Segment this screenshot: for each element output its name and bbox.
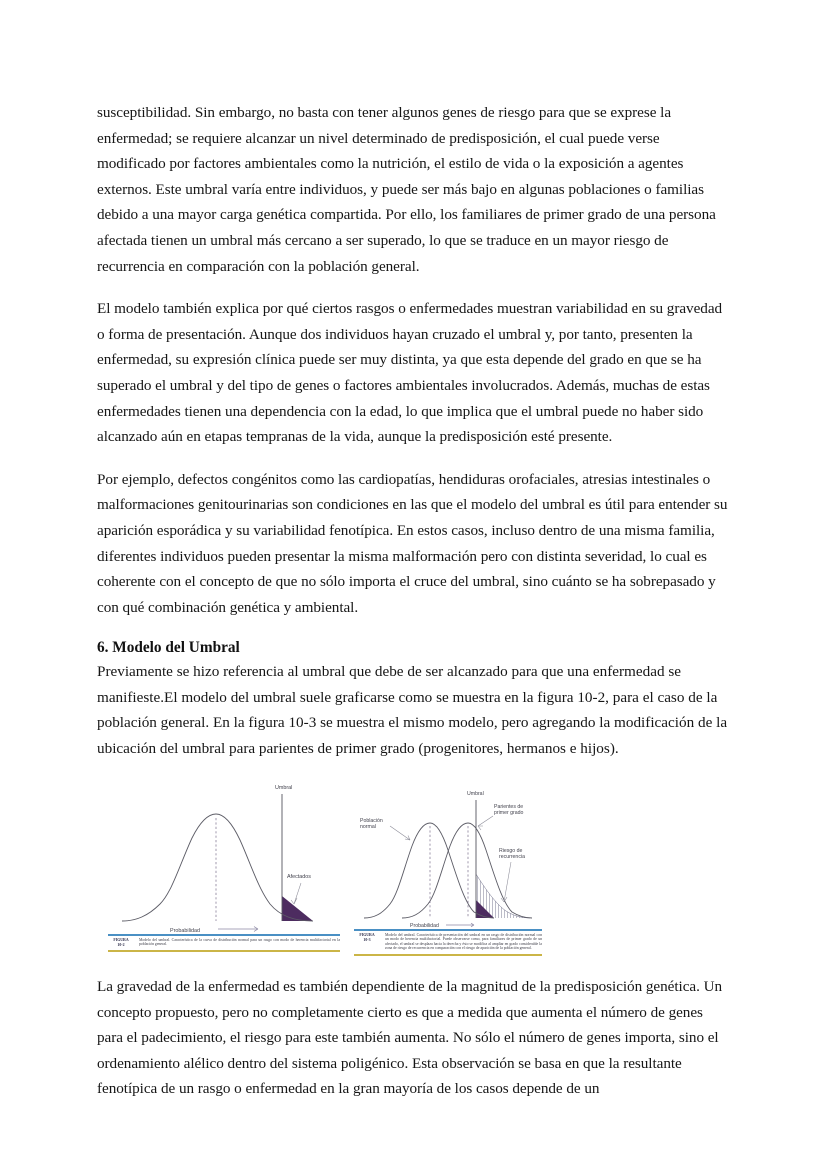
- caption-rule-bottom: [108, 950, 340, 952]
- affected-region-fill: [282, 896, 313, 921]
- closing-paragraph: La gravedad de la enfermedad es también dependiente de la magnitud de la predisposición genética. Un concepto propuesto, pero no completamente cierto es que a medida que aumenta el número de genes para el padecimiento, el riesgo para este también aumenta. No sólo el número de genes importa, sino el ordenamiento alélico dentro del sistema poligénico. Esta observación se basa en que la resultante fenotípica de un rasgo o enfermedad en la gran mayoría de los casos depende de un: [97, 978, 723, 1098]
- affected-label: Afectados: [287, 873, 311, 880]
- caption-tag-word: FIGURA: [113, 938, 129, 943]
- normal-population-label: Población normal: [360, 817, 383, 830]
- first-degree-relatives-leader-line: [478, 816, 493, 826]
- section-body-paragraph: Previamente se hizo referencia al umbral que debe de ser alcanzado para que una enfermedad se manifieste.El modelo del umbral suele graficarse como se muestra en la figura 10-2, para el caso de la población general. En la figura 10-3 se muestra el mismo modelo, pero agregando la modificación de la ubicación del umbral para parientes de primer grado (progenitores, hermanos e hijos).: [97, 663, 728, 758]
- caption-tag-number: 10-3: [363, 937, 371, 942]
- caption-tag: [354, 933, 380, 943]
- axis-label: Probabilidad: [410, 922, 439, 929]
- figure-10-3-canvas: [354, 778, 542, 928]
- first-degree-relatives-arrowhead: [478, 826, 483, 830]
- first-degree-relatives-curve: [402, 823, 532, 918]
- threshold-label: Umbral: [275, 784, 293, 791]
- figure-10-3: [354, 778, 542, 956]
- caption-rule-bottom: [354, 954, 542, 956]
- section-heading: 6. Modelo del Umbral: [97, 639, 240, 657]
- figure-10-2-caption: [108, 936, 340, 949]
- caption-tag-word: FIGURA: [359, 933, 375, 938]
- first-degree-relatives-label: Parientes de primer grado: [494, 803, 524, 816]
- figure-10-3-caption: [354, 931, 542, 952]
- normal-population-curve: [364, 823, 494, 918]
- paragraph-1: susceptibilidad. Sin embargo, no basta con tener algunos genes de riesgo para que se exprese la enfermedad; se requiere alcanzar un nivel determinado de predisposición, el cual puede verse modificado por factores ambientales como la nutrición, el estilo de vida o la exposición a agentes externos. Este umbral varía entre individuos, y puede ser más bajo en algunas poblaciones o familias debido a una mayor carga genética compartida. Por ello, los familiares de primer grado de una persona afectada tienen un umbral más cercano a ser superado, lo que se traduce en un mayor riesgo de recurrencia en comparación con la población general.: [97, 104, 716, 275]
- normal-population-leader-line: [390, 826, 410, 840]
- figure-10-2: [108, 778, 340, 953]
- figures-row: [97, 778, 731, 956]
- threshold-label: Umbral: [467, 790, 484, 797]
- caption-text: Modelo del umbral. Característica de presentación del umbral en un rasgo de distribución normal con un modo de herencia multifactorial. Puede observarse como, para familiares de primer grado de un afectado, el umbral se desplaza hacia la derecha y ésto se modifica al ampliar en grado considerable la zona de riesgo de recurrencia en comparación con el riesgo de aparición de la población general.: [385, 932, 542, 951]
- paragraph-3: Por ejemplo, defectos congénitos como las cardiopatías, hendiduras orofaciales, atresias intestinales o malformaciones genitourinarias son condiciones en las que el modelo del umbral es útil para entender su aparición esporádica y su variabilidad fenotípica. En estos casos, incluso dentro de una misma familia, diferentes individuos pueden presentar la misma malformación pero con distinta severidad, lo cual es coherente con el concepto de que no sólo importa el cruce del umbral, sino cuánto se ha sobrepasado y con qué combinación genética y ambiental.: [97, 470, 728, 616]
- recurrence-risk-label: Riesgo de recurrencia: [499, 847, 525, 860]
- caption-tag: [108, 938, 134, 948]
- paragraph-2: El modelo también explica por qué ciertos rasgos o enfermedades muestran variabilidad en su gravedad o forma de presentación. Aunque dos individuos hayan cruzado el umbral y, por tanto, presenten la enfermedad, su expresión clínica puede ser muy distinta, ya que esta depende del grado en que se ha superado el umbral y del tipo de genes o factores ambientales involucrados. Además, muchas de estas enfermedades tienen una dependencia con la edad, lo que implica que el umbral puede no haber sido alcanzado aún en etapas tempranas de la vida, aunque la predisposición esté presente.: [97, 300, 723, 446]
- axis-label: Probabilidad: [170, 927, 200, 934]
- caption-text: Modelo del umbral. Característica de la curva de distribución normal para un rasgo con modo de herencia multifactorial en la población general.: [139, 937, 340, 947]
- page-content: [97, 100, 731, 1119]
- figure-10-2-canvas: [108, 778, 340, 933]
- affected-leader-line: [294, 883, 301, 904]
- caption-tag-number: 10-2: [117, 942, 125, 947]
- affected-arrowhead: [291, 898, 297, 904]
- recurrence-risk-leader-line: [504, 862, 511, 902]
